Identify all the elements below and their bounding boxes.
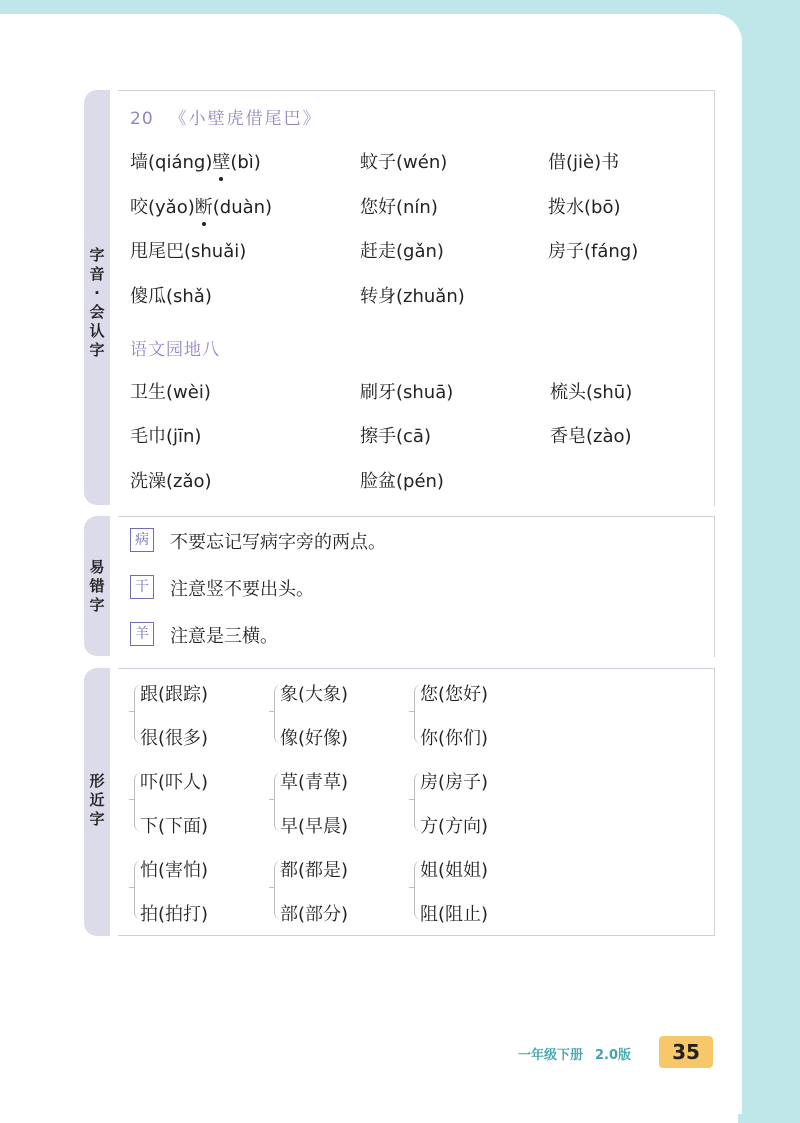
lesson-item: 房子(fáng) <box>548 241 639 262</box>
garden-item: 擦手(cā) <box>360 426 431 447</box>
similar-char-item: 吓(吓人) <box>140 772 209 793</box>
similar-char-item: 怕(害怕) <box>140 860 209 881</box>
similar-char-item: 象(大象) <box>280 684 349 705</box>
lesson-item: 您好(nín) <box>360 197 438 218</box>
similar-char-item: 像(好像) <box>280 728 349 749</box>
similar-char-item: 方(方向) <box>420 816 489 837</box>
error-char-box: 羊 <box>130 622 154 646</box>
similar-char-item: 草(青草) <box>280 772 349 793</box>
garden-item: 毛巾(jīn) <box>130 426 202 447</box>
lesson-item: 拨水(bō) <box>548 197 621 218</box>
grade-label: 一年级下册 <box>518 1048 584 1063</box>
error-char-box: 干 <box>130 575 154 599</box>
lesson-heading <box>130 104 322 129</box>
error-note: 注意是三横。 <box>170 626 278 647</box>
lesson-item: 傻瓜(shǎ) <box>130 286 212 307</box>
garden-item: 香皂(zào) <box>550 426 632 447</box>
similar-char-item: 你(你们) <box>420 728 489 749</box>
similar-char-item: 部(部分) <box>280 904 349 925</box>
similar-char-item: 姐(姐姐) <box>420 860 489 881</box>
section-label-similar: 形近字 <box>89 772 105 828</box>
similar-char-item: 阻(阻止) <box>420 904 489 925</box>
lesson-number: 20 <box>130 109 154 129</box>
page-number: 35 <box>659 1036 713 1068</box>
garden-item: 刷牙(shuā) <box>360 382 454 403</box>
error-char-box: 病 <box>130 528 154 552</box>
garden-heading: 语文园地八 <box>130 340 220 360</box>
similar-char-item: 拍(拍打) <box>140 904 209 925</box>
similar-char-item: 房(房子) <box>420 772 489 793</box>
lesson-item: 赶走(gǎn) <box>360 241 444 262</box>
error-note: 不要忘记写病字旁的两点。 <box>170 532 386 553</box>
similar-char-item: 早(早晨) <box>280 816 349 837</box>
garden-item: 脸盆(pén) <box>360 471 444 492</box>
lesson-item: 蚊子(wén) <box>360 152 448 173</box>
garden-item: 洗澡(zǎo) <box>130 471 212 492</box>
similar-char-item: 都(都是) <box>280 860 349 881</box>
section-label-errors: 易错字 <box>89 558 105 614</box>
version-label: 2.0版 <box>595 1048 632 1063</box>
similar-char-item: 您(您好) <box>420 684 489 705</box>
garden-item: 梳头(shū) <box>550 382 633 403</box>
book-edition <box>518 1044 631 1063</box>
lesson-item: 咬(yǎo)断(duàn) <box>130 193 272 219</box>
error-note: 注意竖不要出头。 <box>170 579 314 600</box>
similar-char-item: 下(下面) <box>140 816 209 837</box>
lesson-item: 转身(zhuǎn) <box>360 286 465 307</box>
similar-char-item: 很(很多) <box>140 728 209 749</box>
lesson-item: 墙(qiáng)壁(bì) <box>130 148 261 174</box>
lesson-title: 《小壁虎借尾巴》 <box>169 109 322 129</box>
similar-char-item: 跟(跟踪) <box>140 684 209 705</box>
page-background-right <box>738 0 800 1123</box>
section-label-pronunciation: 字音·会认字 <box>89 246 105 359</box>
lesson-item: 借(jiè)书 <box>548 152 620 173</box>
lesson-item: 甩尾巴(shuǎi) <box>130 241 247 262</box>
garden-item: 卫生(wèi) <box>130 382 211 403</box>
